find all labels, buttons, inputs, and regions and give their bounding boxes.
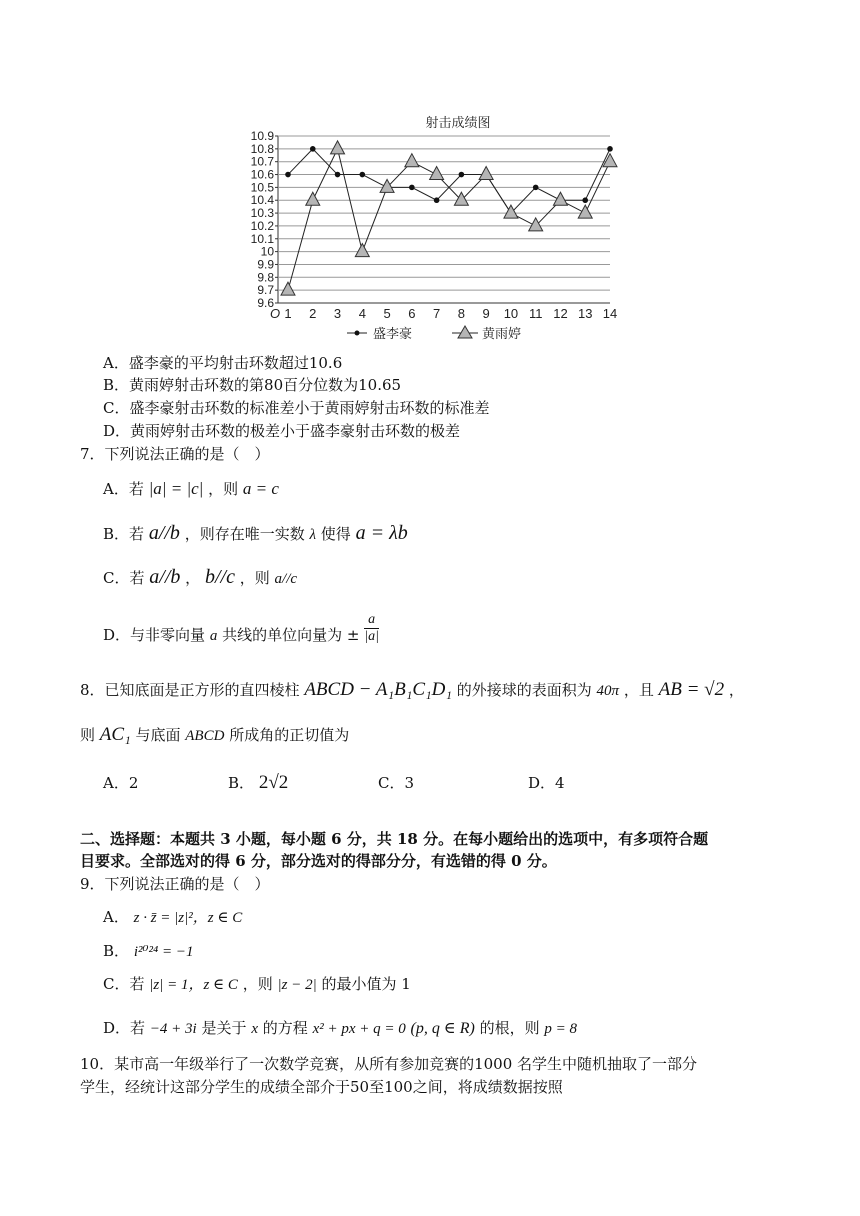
- q6-option-c: C．盛李豪射击环数的标准差小于黄雨婷射击环数的标准差: [103, 399, 490, 417]
- legend-triangle-marker: [458, 326, 472, 338]
- q7-b-lambda: λ: [309, 527, 317, 543]
- data-point-triangle: [578, 205, 592, 218]
- q7-c-then: ，则: [239, 569, 270, 587]
- data-point-dot: [310, 146, 316, 152]
- q6-option-d: D．黄雨婷射击环数的极差小于盛李豪射击环数的极差: [103, 422, 461, 440]
- legend-series-1: 盛李豪: [373, 326, 413, 341]
- x-tick-label: 8: [457, 306, 466, 321]
- data-point-dot: [285, 172, 291, 178]
- y-tick-label: 9.7: [257, 283, 274, 298]
- q7-d-var: a: [209, 628, 218, 644]
- q9-d-text2: 的方程: [262, 1019, 308, 1037]
- x-tick-label: 1: [284, 306, 292, 321]
- q9-d-answer: p = 8: [544, 1021, 578, 1037]
- q9-option-a: [103, 906, 242, 927]
- q7-d-pm: ±: [346, 626, 360, 644]
- q7-c-cond1: a//b: [149, 566, 181, 588]
- chart-grid: [275, 136, 610, 303]
- y-tick-label: 10.8: [250, 141, 274, 156]
- q7-c-label: C．若: [103, 569, 145, 587]
- q7-option-a: [103, 478, 279, 499]
- data-point-triangle: [479, 167, 493, 180]
- q8-option-c: C．3: [378, 774, 415, 792]
- x-tick-label: 10: [503, 306, 519, 321]
- q7-d-numerator: a: [364, 612, 379, 629]
- x-tick-label: 3: [333, 306, 342, 321]
- q9-a-math: z · z̄ = |z|²，z ∈ C: [133, 910, 243, 926]
- x-tick-label: 4: [358, 306, 366, 321]
- q7-stem: 7．下列说法正确的是（ ）: [80, 445, 270, 463]
- q7-c-cond2: b//c: [204, 566, 235, 588]
- y-tick-label: 10.3: [250, 206, 274, 221]
- data-point-triangle: [405, 154, 419, 167]
- q7-option-c: [103, 566, 297, 589]
- data-point-dot: [582, 197, 588, 203]
- y-tick-label: 10.9: [250, 129, 274, 143]
- q8-stem-line1: [80, 679, 744, 701]
- section2-heading-line1: 二、选择题：本题共 3 小题，每小题 6 分，共 18 分。在每小题给出的选项中，有多项符合题: [80, 830, 709, 848]
- q10-line1: 10．某市高一年级举行了一次数学竞赛，从所有参加竞赛的1000 名学生中随机抽取了一部分: [80, 1055, 698, 1073]
- data-point-dot: [434, 197, 440, 203]
- q7-d-text: 共线的单位向量为: [222, 626, 343, 644]
- q9-d-equation: x² + px + q = 0: [312, 1021, 406, 1037]
- data-point-dot: [335, 172, 341, 178]
- data-point-dot: [607, 146, 613, 152]
- y-tick-label: 10: [260, 244, 274, 259]
- shooting-score-chart: [230, 105, 630, 350]
- q7-a-label: A．若: [103, 480, 144, 498]
- q7-a-condition: |a| = |c|: [148, 479, 204, 498]
- x-tick-labels: [284, 306, 617, 321]
- q9-d-label: D．若: [103, 1019, 146, 1037]
- q8-text-g: 所成角的正切值为: [229, 726, 350, 744]
- q9-c-tail: 的最小值为 1: [321, 975, 411, 993]
- q9-c-expr: |z − 2|: [277, 977, 317, 993]
- q7-d-fraction: [364, 612, 379, 645]
- section2-heading-line2: 目要求。全部选对的得 6 分，部分选对的得部分分，有选错的得 0 分。: [80, 852, 557, 870]
- q9-d-root: −4 + 3i: [149, 1021, 197, 1037]
- y-tick-label: 9.6: [257, 296, 274, 310]
- q7-d-label: D．与非零向量: [103, 626, 206, 644]
- data-point-triangle: [504, 205, 518, 218]
- legend-dot-marker: [355, 331, 360, 336]
- data-point-triangle: [306, 192, 320, 205]
- q9-b-label: B．: [103, 942, 130, 960]
- data-point-dot: [459, 172, 465, 178]
- q8-text-c: ，且: [623, 681, 654, 699]
- q8-text-b: 的外接球的表面积为: [456, 681, 592, 699]
- q8-abcd: ABCD: [185, 728, 225, 744]
- q6-option-a: A．盛李豪的平均射击环数超过10.6: [103, 354, 343, 372]
- q9-option-d: [103, 1017, 577, 1038]
- q7-b-condition: a//b: [148, 522, 180, 544]
- data-point-triangle: [529, 218, 543, 231]
- y-tick-label: 10.6: [250, 167, 274, 182]
- data-point-triangle: [430, 167, 444, 180]
- x-tick-label: 2: [309, 306, 317, 321]
- data-point-triangle: [355, 244, 369, 257]
- series-line-2: [288, 149, 610, 290]
- q7-d-denominator: |a|: [364, 629, 379, 644]
- x-tick-label: 7: [432, 306, 441, 321]
- origin-label: O: [270, 306, 281, 321]
- q9-stem: 9．下列说法正确的是（ ）: [80, 875, 270, 893]
- q9-c-cond: |z| = 1，z ∈ C: [149, 977, 238, 993]
- q8-stem-line2: [80, 724, 349, 746]
- y-tick-label: 10.5: [250, 180, 274, 195]
- x-tick-label: 12: [553, 306, 568, 321]
- data-point-dot: [533, 185, 539, 191]
- q8-option-d: D．4: [528, 774, 565, 792]
- q7-option-b: [103, 522, 408, 545]
- q8-option-b: [228, 772, 288, 794]
- y-tick-label: 10.2: [250, 218, 274, 233]
- data-point-triangle: [553, 192, 567, 205]
- y-tick-label: 10.1: [250, 231, 274, 246]
- data-point-triangle: [380, 179, 394, 192]
- q7-a-then: ，则: [208, 480, 239, 498]
- q8-text-e: 则: [80, 726, 96, 744]
- q8-area: 40π: [596, 683, 620, 699]
- q9-d-tail: 的根，则: [479, 1019, 540, 1037]
- q9-option-c: [103, 973, 411, 994]
- x-tick-label: 11: [528, 306, 543, 321]
- q6-option-b: B．黄雨婷射击环数的第80百分位数为10.65: [103, 376, 402, 394]
- x-tick-label: 13: [577, 306, 593, 321]
- chart-legend: [347, 326, 521, 341]
- q9-c-then: ，则: [242, 975, 273, 993]
- q8-ab: AB = √2: [658, 679, 725, 700]
- y-tick-label: 9.9: [257, 257, 274, 272]
- q7-b-text2: 使得: [320, 525, 351, 543]
- data-point-dot: [360, 172, 366, 178]
- data-point-triangle: [281, 282, 295, 295]
- data-point-dot: [409, 185, 415, 191]
- q9-d-x: x: [251, 1021, 258, 1037]
- y-tick-label: 10.4: [250, 193, 274, 208]
- q9-d-text: 是关于: [201, 1019, 247, 1037]
- q7-b-text: ，则存在唯一实数: [184, 525, 305, 543]
- q7-b-equation: a = λb: [355, 522, 408, 544]
- data-point-triangle: [603, 154, 617, 167]
- q7-c-sep: ，: [185, 569, 201, 587]
- data-point-triangle: [331, 141, 345, 154]
- chart-series: [281, 141, 617, 295]
- q7-option-d: [103, 612, 379, 656]
- x-tick-label: 9: [482, 306, 490, 321]
- q9-d-condition: (p, q ∈ R): [410, 1020, 475, 1037]
- q8-text-a: 8．已知底面是正方形的直四棱柱: [80, 681, 300, 699]
- y-tick-labels: [251, 129, 275, 310]
- q8-b-label: B．: [228, 774, 255, 792]
- data-point-triangle: [454, 192, 468, 205]
- y-tick-label: 10.7: [250, 154, 274, 169]
- x-tick-label: 14: [602, 306, 618, 321]
- q7-a-conclusion: a = c: [242, 479, 279, 498]
- q9-b-math: i²⁰²⁴ = −1: [133, 944, 194, 960]
- q8-prism: ABCD − A₁B₁C₁D₁: [304, 679, 452, 700]
- q9-option-b: [103, 940, 193, 961]
- q7-c-conclusion: a//c: [274, 571, 298, 587]
- q9-c-label: C．若: [103, 975, 145, 993]
- q10-line2: 学生，经统计这部分学生的成绩全部介于50至100之间，将成绩数据按照: [80, 1078, 563, 1096]
- q8-text-f: 与底面: [135, 726, 181, 744]
- legend-series-2: 黄雨婷: [482, 326, 522, 341]
- chart-title: 射击成绩图: [425, 115, 491, 130]
- x-tick-label: 5: [383, 306, 391, 321]
- y-tick-label: 9.8: [257, 270, 274, 285]
- q9-a-label: A．: [103, 908, 129, 926]
- q8-text-d: ，: [728, 681, 744, 699]
- q8-option-a: A．2: [103, 774, 139, 792]
- q8-ac1: AC₁: [99, 724, 131, 745]
- q7-b-label: B．若: [103, 525, 145, 543]
- x-tick-label: 6: [408, 306, 416, 321]
- q8-b-value: 2√2: [258, 772, 289, 793]
